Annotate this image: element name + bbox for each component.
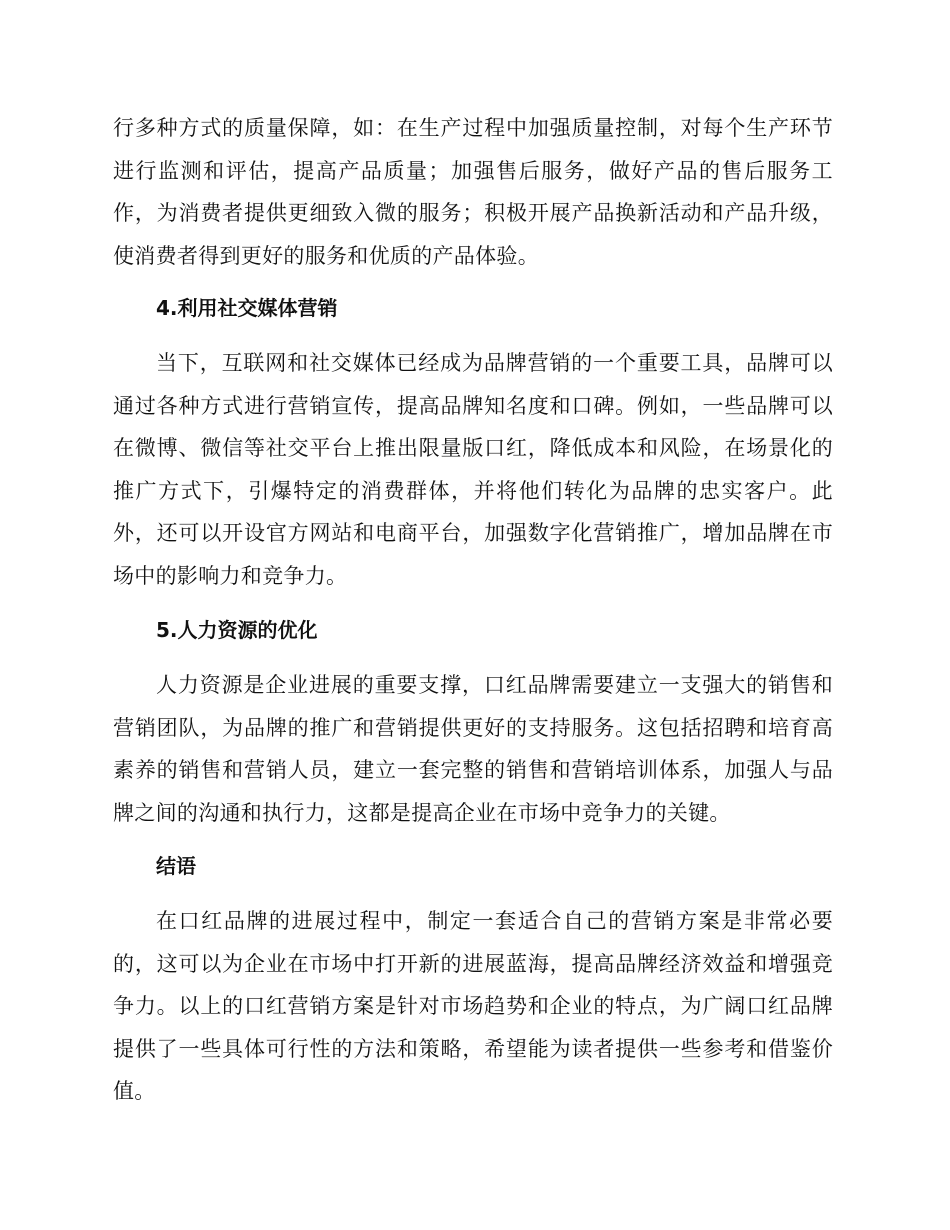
paragraph-human-resources xyxy=(113,664,833,834)
paragraph-text: 在口红品牌的进展过程中，制定一套适合自己的营销方案是非常必要的，这可以为企业在市场中打开新的进展蓝海，提高品牌经济效益和增强竞争力。以上的口红营销方案是针对市场趋势和企业的特点，为广阔口红品牌提供了一些具体可行性的方法和策略，希望能为读者提供一些参考和借鉴价值。 xyxy=(113,909,833,1104)
paragraph-text: 行多种方式的质量保障，如：在生产过程中加强质量控制，对每个生产环节进行监测和评估，提高产品质量；加强售后服务，做好产品的售后服务工作，为消费者提供更细致入微的服务；积极开展产品换新活动和产品升级，使消费者得到更好的服务和优质的产品体验。 xyxy=(113,116,833,268)
section-heading-conclusion: 结语 xyxy=(156,854,196,878)
paragraph-social-media xyxy=(113,342,833,598)
paragraph-conclusion xyxy=(113,900,833,1113)
paragraph-quality-assurance xyxy=(113,107,833,277)
section-heading-human-resources: 5.人力资源的优化 xyxy=(156,618,318,642)
paragraph-text: 人力资源是企业进展的重要支撑，口红品牌需要建立一支强大的销售和营销团队，为品牌的推广和营销提供更好的支持服务。这包括招聘和培育高素养的销售和营销人员，建立一套完整的销售和营销培训体系，加强人与品牌之间的沟通和执行力，这都是提高企业在市场中竞争力的关键。 xyxy=(113,673,833,825)
section-heading-social-media: 4.利用社交媒体营销 xyxy=(156,296,338,320)
paragraph-text: 当下，互联网和社交媒体已经成为品牌营销的一个重要工具，品牌可以通过各种方式进行营销宣传，提高品牌知名度和口碑。例如，一些品牌可以在微博、微信等社交平台上推出限量版口红，降低成本和风险，在场景化的推广方式下，引爆特定的消费群体，并将他们转化为品牌的忠实客户。此外，还可以开设官方网站和电商平台，加强数字化营销推广，增加品牌在市场中的影响力和竞争力。 xyxy=(113,351,833,588)
